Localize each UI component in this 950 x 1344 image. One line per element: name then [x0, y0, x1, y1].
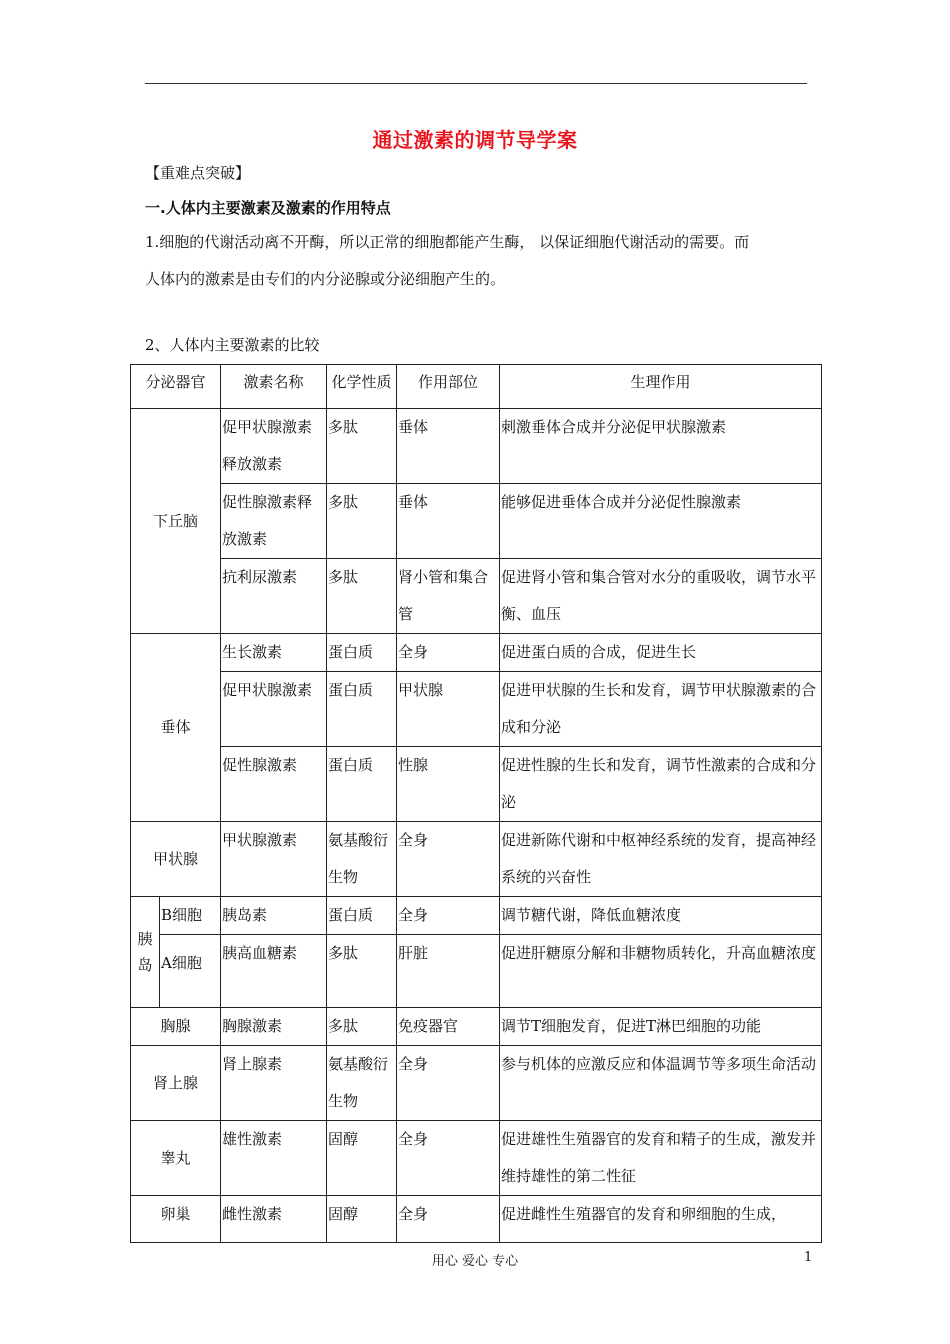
paragraph-1-line-2: 人体内的激素是由专们的内分泌腺或分泌细胞产生的。 — [145, 270, 506, 288]
organ-cell: 下丘脑 — [131, 409, 221, 634]
hormone-cell: 促性腺激素 — [221, 747, 327, 822]
hormone-table — [130, 364, 822, 1243]
effect-cell: 促进雄性生殖器官的发育和精子的生成，激发并维持雄性的第二性征 — [500, 1121, 822, 1196]
chem-cell: 蛋白质 — [327, 634, 397, 672]
table-row — [131, 822, 822, 897]
chem-cell: 多肽 — [327, 409, 397, 484]
effect-cell: 调节糖代谢，降低血糖浓度 — [500, 897, 822, 935]
effect-cell: 促进肝糖原分解和非糖物质转化，升高血糖浓度 — [500, 935, 822, 1008]
table-row — [131, 484, 822, 559]
chem-cell: 固醇 — [327, 1196, 397, 1243]
table-row — [131, 935, 822, 1008]
chem-cell: 多肽 — [327, 935, 397, 1008]
chem-cell: 蛋白质 — [327, 672, 397, 747]
table-row — [131, 559, 822, 634]
site-cell: 全身 — [397, 1046, 500, 1121]
effect-cell: 刺激垂体合成并分泌促甲状腺激素 — [500, 409, 822, 484]
organ-cell: 胸腺 — [131, 1008, 221, 1046]
table-row — [131, 1046, 822, 1121]
chem-cell: 氨基酸衍生物 — [327, 822, 397, 897]
site-cell: 甲状腺 — [397, 672, 500, 747]
effect-cell: 促进甲状腺的生长和发育，调节甲状腺激素的合成和分泌 — [500, 672, 822, 747]
table-row — [131, 672, 822, 747]
hormone-cell: 胰岛素 — [221, 897, 327, 935]
header-cell-chemistry: 化学性质 — [327, 365, 397, 409]
site-cell: 全身 — [397, 1121, 500, 1196]
paragraph-1-line-1: 1.细胞的代谢活动离不开酶，所以正常的细胞都能产生酶， 以保证细胞代谢活动的需要。而 — [145, 233, 750, 251]
table-row — [131, 1196, 822, 1243]
table-header-row — [131, 365, 822, 409]
header-rule — [145, 83, 807, 84]
table-row — [131, 634, 822, 672]
document-title: 通过激素的调节导学案 — [372, 128, 578, 152]
effect-cell: 促进雌性生殖器官的发育和卵细胞的生成， — [500, 1196, 822, 1243]
site-cell: 全身 — [397, 634, 500, 672]
effect-cell: 能够促进垂体合成并分泌促性腺激素 — [500, 484, 822, 559]
organ-cell-pancreas: 胰岛 — [131, 897, 160, 1008]
chem-cell: 多肽 — [327, 1008, 397, 1046]
table-caption: 2、人体内主要激素的比较 — [145, 336, 320, 354]
hormone-cell: 甲状腺激素 — [221, 822, 327, 897]
table-row — [131, 1008, 822, 1046]
site-cell: 肝脏 — [397, 935, 500, 1008]
site-cell: 垂体 — [397, 484, 500, 559]
hormone-cell: 抗利尿激素 — [221, 559, 327, 634]
hormone-cell: 生长激素 — [221, 634, 327, 672]
header-cell-effect: 生理作用 — [500, 365, 822, 409]
subcell-a-cell: A细胞 — [160, 935, 221, 1008]
effect-cell: 促进蛋白质的合成，促进生长 — [500, 634, 822, 672]
effect-cell: 促进肾小管和集合管对水分的重吸收，调节水平衡、血压 — [500, 559, 822, 634]
organ-cell: 肾上腺 — [131, 1046, 221, 1121]
page-number: 1 — [804, 1250, 813, 1265]
section-tag: 【重难点突破】 — [145, 164, 251, 182]
site-cell: 全身 — [397, 1196, 500, 1243]
effect-cell: 调节T细胞发育，促进T淋巴细胞的功能 — [500, 1008, 822, 1046]
hormone-cell: 促性腺激素释放激素 — [221, 484, 327, 559]
hormone-cell: 肾上腺素 — [221, 1046, 327, 1121]
chem-cell: 氨基酸衍生物 — [327, 1046, 397, 1121]
subcell-b-cell: B细胞 — [160, 897, 221, 935]
site-cell: 肾小管和集合管 — [397, 559, 500, 634]
header-cell-organ: 分泌器官 — [131, 365, 221, 409]
site-cell: 全身 — [397, 822, 500, 897]
hormone-cell: 雌性激素 — [221, 1196, 327, 1243]
header-cell-site: 作用部位 — [397, 365, 500, 409]
effect-cell: 促进新陈代谢和中枢神经系统的发育，提高神经系统的兴奋性 — [500, 822, 822, 897]
hormone-cell: 胰高血糖素 — [221, 935, 327, 1008]
chem-cell: 多肽 — [327, 559, 397, 634]
site-cell: 性腺 — [397, 747, 500, 822]
hormone-cell: 雄性激素 — [221, 1121, 327, 1196]
hormone-cell: 促甲状腺激素 — [221, 672, 327, 747]
chem-cell: 蛋白质 — [327, 747, 397, 822]
organ-cell: 睾丸 — [131, 1121, 221, 1196]
chem-cell: 蛋白质 — [327, 897, 397, 935]
effect-cell: 参与机体的应激反应和体温调节等多项生命活动 — [500, 1046, 822, 1121]
table-row — [131, 409, 822, 484]
header-cell-hormone: 激素名称 — [221, 365, 327, 409]
table-row — [131, 1121, 822, 1196]
site-cell: 免疫器官 — [397, 1008, 500, 1046]
table-row — [131, 747, 822, 822]
organ-cell: 卵巢 — [131, 1196, 221, 1243]
effect-cell: 促进性腺的生长和发育，调节性激素的合成和分泌 — [500, 747, 822, 822]
hormone-cell: 促甲状腺激素释放激素 — [221, 409, 327, 484]
site-cell: 垂体 — [397, 409, 500, 484]
organ-cell: 甲状腺 — [131, 822, 221, 897]
organ-cell: 垂体 — [131, 634, 221, 822]
chem-cell: 固醇 — [327, 1121, 397, 1196]
table-row — [131, 897, 822, 935]
chem-cell: 多肽 — [327, 484, 397, 559]
hormone-cell: 胸腺激素 — [221, 1008, 327, 1046]
footer-motto: 用心 爱心 专心 — [431, 1254, 519, 1269]
site-cell: 全身 — [397, 897, 500, 935]
heading-1: 一.人体内主要激素及激素的作用特点 — [145, 199, 391, 217]
